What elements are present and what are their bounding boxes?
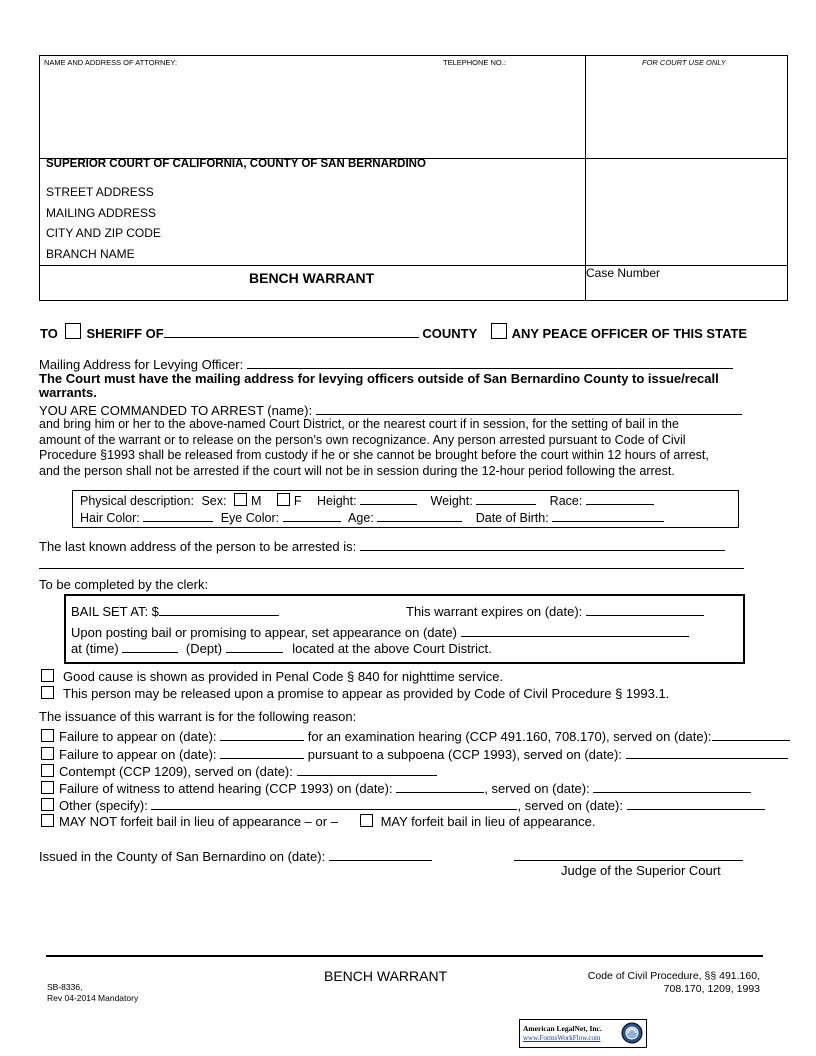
- footer-revision: Rev 04-2014 Mandatory: [47, 993, 139, 1003]
- paragraph-line: and bring him or her to the above-named Court District, or the nearest court if in session, for the setting of bail in the: [39, 417, 679, 431]
- race-field[interactable]: [586, 492, 654, 505]
- reason-other-served-field[interactable]: [627, 797, 765, 810]
- peace-officer-checkbox[interactable]: [491, 323, 507, 339]
- time-dept-row: [71, 640, 492, 656]
- branch-name-label: BRANCH NAME: [46, 247, 135, 261]
- hair-color-label: Hair Color:: [80, 511, 140, 525]
- expires-label: This warrant expires on (date):: [406, 604, 583, 619]
- court-use-label: FOR COURT USE ONLY: [642, 58, 726, 67]
- arrest-name-field[interactable]: [316, 402, 742, 415]
- race-label: Race:: [549, 494, 583, 508]
- reason-other-row: [41, 797, 765, 813]
- good-cause-checkbox[interactable]: [41, 669, 54, 682]
- to-line: [40, 323, 747, 341]
- reason-subpoena-date-field[interactable]: [220, 746, 304, 759]
- reason-exam-date-field[interactable]: [220, 728, 304, 741]
- issued-label: Issued in the County of San Bernardino on (date):: [39, 849, 326, 864]
- may-not-forfeit-checkbox[interactable]: [41, 814, 54, 827]
- paragraph-line: and the person shall not be arrested if the court will not be in session during the 12-hour period following the arrest.: [39, 463, 675, 478]
- peace-officer-label: ANY PEACE OFFICER OF THIS STATE: [511, 326, 748, 341]
- weight-field[interactable]: [476, 492, 536, 505]
- judge-signature-line[interactable]: [514, 860, 743, 861]
- paragraph-line: amount of the warrant or to release on the person's own recognizance. Any person arrested pursuant to Code of Civil: [39, 432, 686, 447]
- telephone-label: TELEPHONE NO.:: [443, 58, 506, 67]
- reason-subpoena-label-b: pursuant to a subpoena (CCP 1993), served on (date):: [307, 747, 622, 762]
- paragraph-line: Procedure §1993 shall be released from custody if he or she cannot be brought before the court within 12 hours of arrest,: [39, 448, 709, 462]
- court-name: SUPERIOR COURT OF CALIFORNIA, COUNTY OF SAN BERNARDINO: [46, 158, 426, 170]
- appearance-label: Upon posting bail or promising to appear, set appearance on (date): [71, 625, 457, 640]
- sex-female-checkbox[interactable]: [277, 493, 290, 506]
- attorney-label: NAME AND ADDRESS OF ATTORNEY:: [44, 58, 178, 67]
- mailing-address-label: MAILING ADDRESS: [46, 206, 157, 220]
- bail-amount-field[interactable]: [159, 603, 279, 616]
- case-number-label: Case Number: [586, 266, 661, 280]
- mailing-address-row: [39, 356, 733, 372]
- dob-field[interactable]: [552, 509, 664, 522]
- physical-label: Physical description:: [80, 494, 194, 508]
- physical-row-2: [80, 509, 664, 525]
- sex-label: Sex:: [201, 494, 227, 508]
- bail-row: [71, 603, 279, 619]
- may-not-forfeit-label: MAY NOT forfeit bail in lieu of appearance – or –: [59, 814, 338, 829]
- city-zip-label: CITY AND ZIP CODE: [46, 226, 161, 240]
- appearance-date-field[interactable]: [461, 624, 689, 637]
- publisher-url: www.FormsWorkFlow.com: [523, 1034, 601, 1042]
- reason-subpoena-label: Failure to appear on (date):: [59, 747, 217, 762]
- reason-witness-checkbox[interactable]: [41, 781, 54, 794]
- time-field[interactable]: [122, 640, 178, 653]
- clerk-heading: To be completed by the clerk:: [39, 577, 209, 592]
- age-field[interactable]: [377, 509, 462, 522]
- age-label: Age:: [348, 511, 374, 525]
- reason-other-label: Other (specify):: [59, 798, 148, 813]
- levying-officer-label: Mailing Address for Levying Officer:: [39, 357, 244, 372]
- reason-witness-served-field[interactable]: [593, 780, 751, 793]
- footer-title: BENCH WARRANT: [324, 968, 448, 984]
- reason-witness-date-field[interactable]: [396, 780, 484, 793]
- eye-color-field[interactable]: [283, 509, 341, 522]
- reason-exam-served-field[interactable]: [712, 728, 790, 741]
- located-label: located at the above Court District.: [292, 641, 492, 656]
- reason-contempt-label: Contempt (CCP 1209), served on (date):: [59, 764, 293, 779]
- good-cause-label: Good cause is shown as provided in Penal Code § 840 for nighttime service.: [63, 669, 504, 684]
- dob-label: Date of Birth:: [475, 511, 549, 525]
- reason-contempt-date-field[interactable]: [297, 763, 437, 776]
- height-label: Height:: [316, 494, 357, 508]
- reason-witness-label: Failure of witness to attend hearing (CCP 1993) on (date):: [59, 781, 393, 796]
- arrest-row: [39, 402, 742, 418]
- footer-code-line-1: Code of Civil Procedure, §§ 491.160,: [587, 970, 760, 982]
- bail-label: BAIL SET AT: $: [71, 604, 159, 619]
- reason-exam-checkbox[interactable]: [41, 729, 54, 742]
- release-label: This person may be released upon a promise to appear as provided by Code of Civil Procedure § 1993.1.: [63, 686, 670, 701]
- reason-exam-label: Failure to appear on (date):: [59, 729, 217, 744]
- physical-row-1: [80, 492, 654, 508]
- footer-code-line-2: 708.170, 1209, 1993: [663, 983, 760, 995]
- last-address-row: [39, 538, 725, 554]
- case-number-field[interactable]: [588, 282, 783, 298]
- footer-rule: [46, 955, 763, 957]
- street-address-label: STREET ADDRESS: [46, 185, 154, 199]
- county-label: COUNTY: [422, 326, 478, 341]
- reason-subpoena-row: [41, 746, 788, 762]
- may-forfeit-label: MAY forfeit bail in lieu of appearance.: [380, 814, 596, 829]
- reason-subpoena-checkbox[interactable]: [41, 747, 54, 760]
- attorney-field[interactable]: [44, 70, 579, 154]
- forfeit-row: [41, 814, 595, 829]
- arrest-paragraph: [39, 417, 709, 479]
- sex-male-label: M: [250, 494, 262, 508]
- good-cause-row: [41, 669, 503, 684]
- reason-contempt-checkbox[interactable]: [41, 764, 54, 777]
- issued-date-field[interactable]: [329, 848, 432, 861]
- issued-row: [39, 848, 432, 864]
- sheriff-county-field[interactable]: [164, 325, 419, 338]
- reason-other-served-label: , served on (date):: [517, 798, 623, 813]
- eye-color-label: Eye Color:: [220, 511, 280, 525]
- court-notice: The Court must have the mailing address for levying officers outside of San Bernardino County to issue/recall warrants.: [39, 371, 719, 400]
- time-label: at (time): [71, 641, 119, 656]
- height-field[interactable]: [360, 492, 417, 505]
- reason-subpoena-served-field[interactable]: [626, 746, 788, 759]
- reason-contempt-row: [41, 763, 437, 779]
- last-address-label: The last known address of the person to be arrested is:: [39, 539, 357, 554]
- reason-witness-served-label: , served on (date):: [484, 781, 590, 796]
- reason-other-field[interactable]: [151, 797, 517, 810]
- footer-form-number: SB-8336,: [47, 982, 83, 992]
- last-address-field[interactable]: [360, 538, 725, 551]
- dept-label: (Dept): [185, 641, 223, 656]
- sex-female-label: F: [293, 494, 302, 508]
- release-checkbox[interactable]: [41, 686, 54, 699]
- judge-label: Judge of the Superior Court: [561, 863, 721, 878]
- last-address-line-2[interactable]: [39, 568, 744, 569]
- to-label: TO: [40, 326, 58, 341]
- form-title: BENCH WARRANT: [249, 270, 375, 286]
- divider: [39, 265, 787, 266]
- publisher-logo[interactable]: [519, 1019, 647, 1048]
- reason-exam-row: [41, 728, 790, 744]
- sheriff-checkbox[interactable]: [65, 323, 81, 339]
- divider: [585, 55, 586, 300]
- release-row: [41, 686, 669, 701]
- expires-date-field[interactable]: [586, 603, 704, 616]
- globe-icon: [621, 1022, 643, 1044]
- appearance-row: [71, 624, 689, 640]
- expires-row: [406, 603, 704, 619]
- reason-other-checkbox[interactable]: [41, 798, 54, 811]
- reasons-heading: The issuance of this warrant is for the following reason:: [39, 709, 357, 724]
- hair-color-field[interactable]: [143, 509, 213, 522]
- reason-exam-label-b: for an examination hearing (CCP 491.160, 708.170), served on (date):: [307, 729, 712, 744]
- arrest-label: YOU ARE COMMANDED TO ARREST (name):: [39, 403, 313, 418]
- levying-officer-field[interactable]: [247, 356, 733, 369]
- may-forfeit-checkbox[interactable]: [360, 814, 373, 827]
- sex-male-checkbox[interactable]: [234, 493, 247, 506]
- reason-witness-row: [41, 780, 751, 796]
- publisher-name: American LegalNet, Inc.: [523, 1024, 602, 1033]
- dept-field[interactable]: [226, 640, 283, 653]
- weight-label: Weight:: [430, 494, 473, 508]
- sheriff-label: SHERIFF OF: [86, 326, 164, 341]
